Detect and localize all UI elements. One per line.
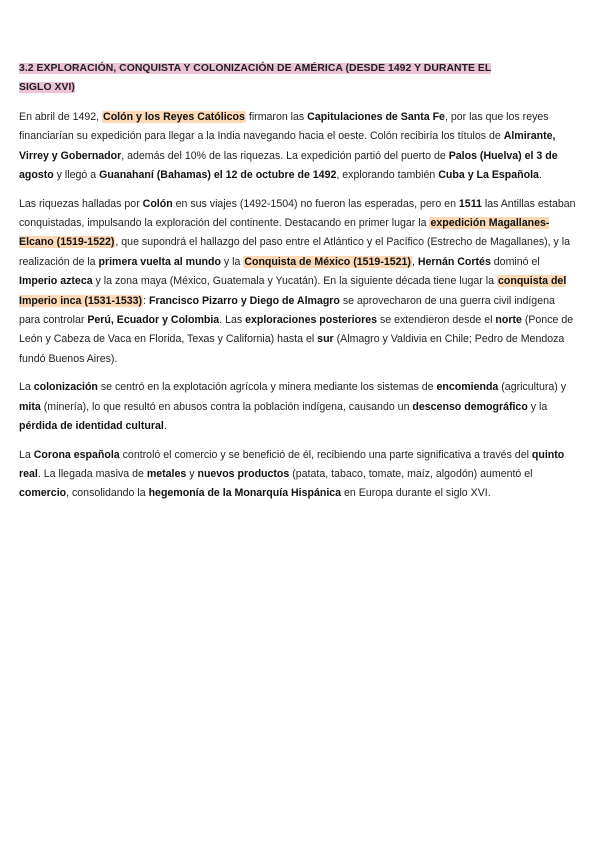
bold-term: Francisco Pizarro y Diego de Almagro	[148, 294, 340, 307]
text-run: . La llegada masiva de	[37, 467, 147, 480]
paragraph-3	[19, 378, 578, 436]
bold-term: mita	[19, 400, 41, 413]
text-run: , por las que los reyes financiarían su expedición para llegar a la India navegando hacia el oeste. Colón recibiría los títulos de	[19, 111, 549, 143]
bold-term: nuevos productos	[197, 467, 290, 480]
text-run: (agricultura) y	[498, 381, 567, 394]
bold-term: sur	[317, 333, 334, 346]
text-run: , consolidando la	[66, 487, 149, 500]
bold-term: Cuba y La Española	[438, 169, 539, 182]
highlighted-term: Conquista de México (1519-1521)	[244, 255, 411, 268]
text-run: y la	[527, 400, 548, 413]
bold-term: Capitulaciones de Santa Fe	[307, 111, 445, 123]
highlighted-term: conquista del Imperio inca (1531-1533)	[19, 275, 567, 307]
text-run: (Almagro y Valdivia en Chile; Pedro de Mendoza fundó Buenos Aires).	[19, 333, 565, 365]
bold-term: Corona española	[33, 448, 120, 461]
text-run: y llegó a	[53, 169, 100, 182]
text-run: se centró en la explotación agrícola y minera mediante los sistemas de	[97, 381, 437, 394]
paragraph-1	[19, 108, 578, 186]
bold-term: Imperio azteca	[19, 275, 93, 288]
text-run: , que supondrá el hallazgo del paso entre el Atlántico y el Pacífico (Estrecho de Magallanes), y la realización de la	[19, 236, 571, 268]
text-run: firmaron las	[245, 111, 308, 123]
highlighted-term: Colón y los Reyes Católicos	[103, 111, 245, 123]
text-run: en sus viajes (1492-1504) no fueron las esperadas, pero en	[172, 197, 459, 210]
text-run: controló el comercio y se benefició de él, recibiendo una parte significativa a través del	[119, 448, 532, 461]
bold-term: exploraciones posteriores	[245, 314, 377, 327]
bold-term: pérdida de identidad cultural	[19, 420, 164, 433]
text-run: .	[163, 420, 167, 433]
text-run: se aprovecharon de una guerra civil indígena para controlar	[19, 294, 555, 327]
bold-term: Palos (Huelva) el 3 de agosto	[19, 149, 558, 182]
text-run: ,	[411, 255, 418, 268]
bold-term: Colón	[142, 197, 173, 210]
bold-term: hegemonía de la Monarquía Hispánica	[148, 487, 342, 500]
bold-term: norte	[495, 314, 522, 327]
heading-line-1: 3.2 EXPLORACIÓN, CONQUISTA Y COLONIZACIÓN DE AMÉRICA (DESDE 1492 Y DURANTE EL	[19, 63, 492, 74]
text-run: , además del 10% de las riquezas. La expedición partió del puerto de	[121, 149, 449, 162]
text-run: (Ponce de León y Cabeza de Vaca en Florida, Texas y California) hasta el	[19, 314, 574, 346]
bold-term: Hernán Cortés	[417, 255, 491, 268]
heading-line-2: SIGLO XVI)	[19, 82, 75, 93]
text-run: , explorando también	[336, 169, 439, 182]
bold-term: 1511	[458, 197, 482, 210]
text-run: las Antillas estaban conquistadas, impulsando la exploración del continente. Destacando en primer lugar la	[19, 197, 576, 230]
text-run: dominó el	[490, 255, 540, 268]
text-run: La	[19, 381, 34, 394]
bold-term: Almirante, Virrey y Gobernador	[19, 130, 556, 162]
highlighted-term: expedición Magallanes- Elcano (1519-1522)	[19, 217, 550, 249]
paragraph-2	[19, 195, 578, 370]
text-run: En abril de 1492,	[19, 111, 103, 123]
section-heading	[19, 59, 578, 97]
text-run: (minería), lo que resultó en abusos contra la población indígena, causando un	[40, 400, 413, 413]
text-run: se extendieron desde el	[377, 314, 496, 327]
text-run: :	[143, 294, 149, 307]
bold-term: comercio	[19, 487, 67, 500]
bold-term: encomienda	[436, 381, 499, 394]
text-run: y	[186, 467, 198, 480]
paragraph-4	[19, 446, 578, 504]
text-run: Las riquezas halladas por	[19, 197, 143, 210]
text-run: y la	[220, 255, 244, 268]
text-run: .	[538, 169, 542, 182]
text-run: . Las	[219, 314, 246, 327]
bold-term: colonización	[33, 381, 98, 394]
bold-term: descenso demográfico	[412, 400, 528, 413]
text-run: La	[19, 448, 34, 461]
bold-term: Guanahaní (Bahamas) el 12 de octubre de 1492	[99, 169, 337, 182]
bold-term: primera vuelta al mundo	[98, 255, 221, 268]
text-run: y la zona maya (México, Guatemala y Yucatán). En la siguiente década tiene lugar la	[92, 275, 497, 288]
text-run: (patata, tabaco, tomate, maíz, algodón) aumentó el	[289, 467, 533, 480]
bold-term: metales	[146, 467, 187, 480]
bold-term: quinto real	[19, 448, 565, 480]
text-run: en Europa durante el siglo XVI.	[341, 487, 491, 500]
bold-term: Perú, Ecuador y Colombia	[87, 314, 220, 327]
